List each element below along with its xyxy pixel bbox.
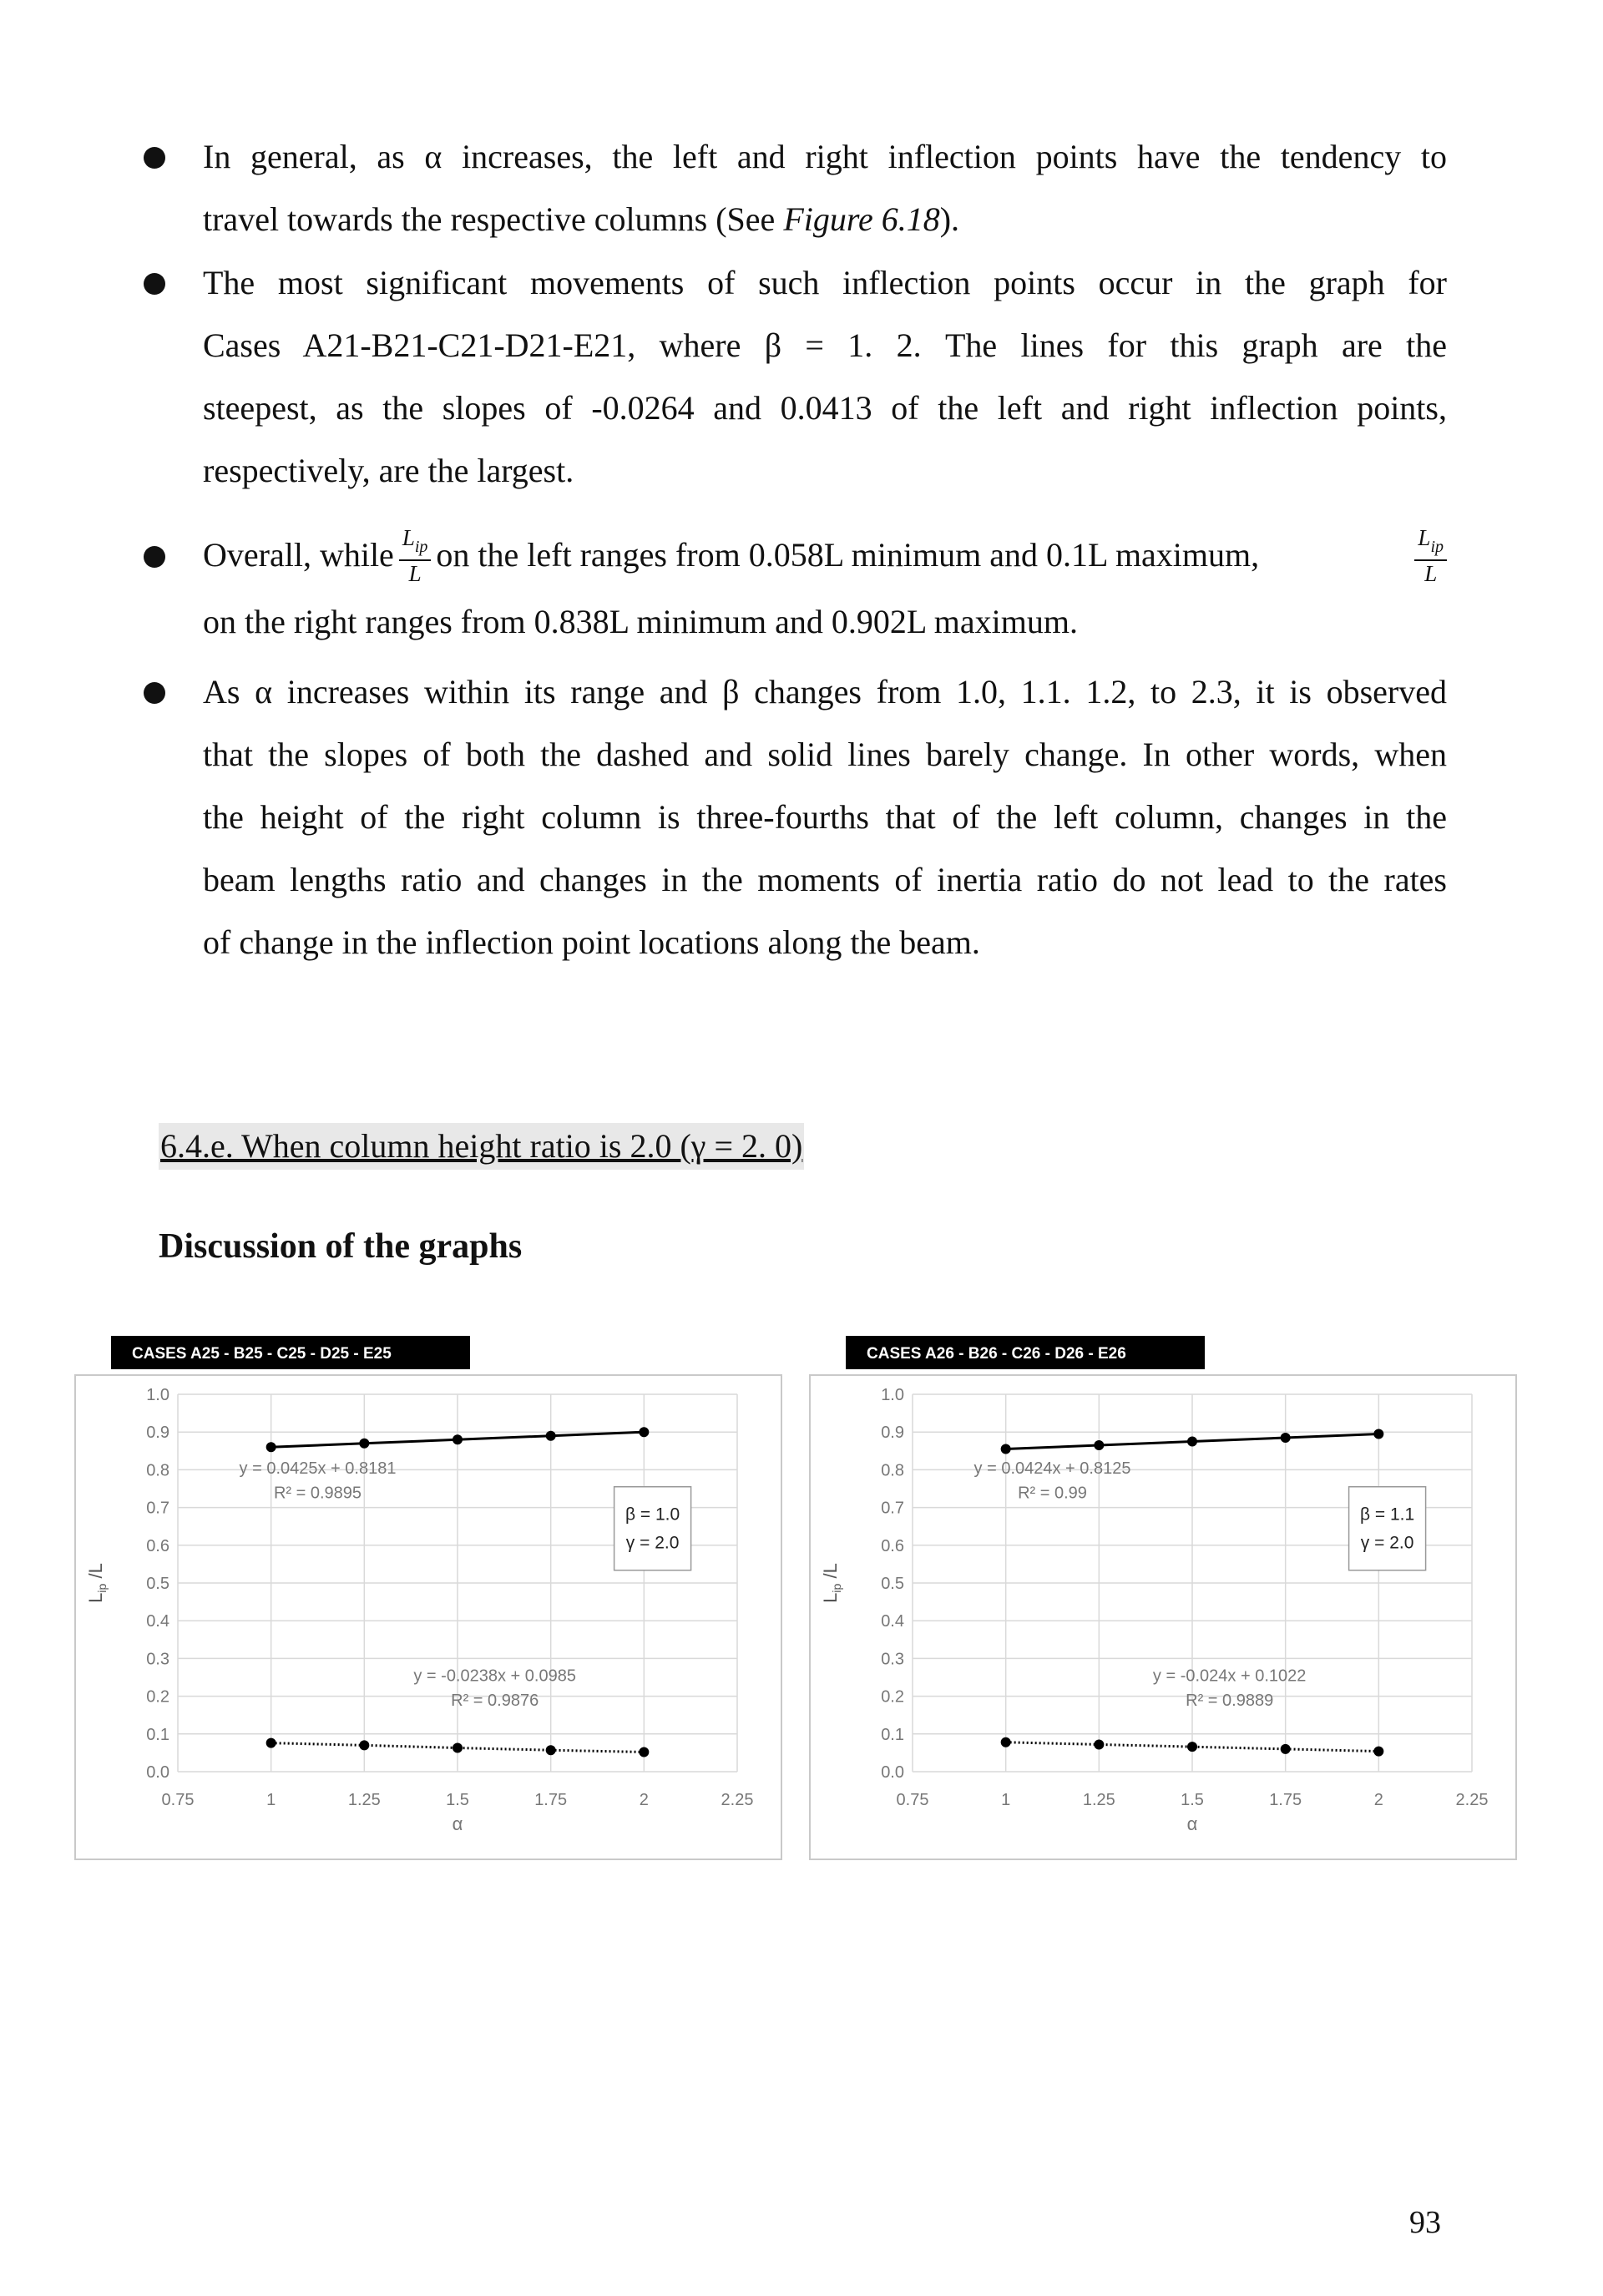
- data-point: [453, 1743, 463, 1753]
- text-line: steepest, as the slopes of -0.0264 and 0.0413 of the left and right inflection points,: [203, 389, 1447, 427]
- x-tick-label: 0.75: [161, 1791, 195, 1809]
- y-tick-label: 0.7: [146, 1499, 169, 1518]
- text-line: Overall, while $\frac{L_{ip}}{L}$ on the left ranges from 0.058L minimum and 0.1L maximum, $\frac{L_{ip}}{L}$: [203, 518, 1447, 593]
- y-tick-label: 0.0: [881, 1763, 904, 1782]
- data-point: [1281, 1433, 1291, 1443]
- text-line: of change in the inflection point locations along the beam.: [203, 923, 980, 961]
- y-tick-label: 0.6: [881, 1536, 904, 1555]
- x-tick-label: 1.75: [534, 1791, 568, 1809]
- y-tick-label: 0.2: [881, 1687, 904, 1707]
- text-line: As α increases within its range and β changes from 1.0, 1.1. 1.2, to 2.3, it is observed: [203, 673, 1447, 711]
- trendline-r-squared: R² = 0.9876: [451, 1691, 539, 1710]
- data-point: [1094, 1440, 1104, 1450]
- y-tick-label: 0.6: [146, 1536, 169, 1555]
- data-point: [639, 1427, 649, 1437]
- legend-box: [614, 1487, 691, 1570]
- bullet-marker: [144, 682, 165, 704]
- y-tick-label: 0.8: [881, 1461, 904, 1480]
- y-tick-label: 0.5: [146, 1575, 169, 1593]
- x-axis-label: α: [452, 1813, 463, 1834]
- y-tick-label: 0.9: [881, 1424, 904, 1443]
- text-line: travel towards the respective columns (See Figure 6.18).: [203, 200, 960, 238]
- x-tick-label: 0.75: [896, 1791, 929, 1809]
- y-tick-label: 0.4: [881, 1612, 904, 1631]
- x-tick-label: 1.25: [347, 1791, 381, 1809]
- trendline-equation: y = -0.024x + 0.1022: [1152, 1666, 1307, 1686]
- data-point: [1373, 1747, 1383, 1757]
- y-tick-label: 0.2: [146, 1687, 169, 1707]
- data-point: [1373, 1429, 1383, 1439]
- legend-beta: β = 1.1: [1359, 1505, 1415, 1525]
- text-line: In general, as α increases, the left and right inflection points have the tendency to: [203, 138, 1447, 175]
- trendline-equation: y = 0.0425x + 0.8181: [239, 1459, 397, 1478]
- y-tick-label: 0.1: [881, 1725, 904, 1744]
- chart-right: [808, 1336, 1518, 1862]
- x-tick-label: 1.75: [1269, 1791, 1302, 1809]
- chart-frame: [810, 1375, 1516, 1859]
- text-line: that the slopes of both the dashed and solid lines barely change. In other words, when: [203, 736, 1447, 773]
- bullet-marker: [144, 147, 165, 169]
- legend-gamma: γ = 2.0: [625, 1533, 680, 1553]
- x-tick-label: 1: [266, 1791, 276, 1809]
- fraction-lip-over-l: $\frac{L_{ip}}{L}$: [399, 525, 432, 586]
- data-point: [359, 1439, 369, 1449]
- data-point: [1281, 1744, 1291, 1754]
- x-tick-label: 1.5: [1181, 1791, 1204, 1809]
- trendline-equation: y = -0.0238x + 0.0985: [413, 1666, 576, 1686]
- data-point: [266, 1738, 276, 1748]
- data-point: [359, 1740, 369, 1750]
- data-point: [1094, 1739, 1104, 1749]
- y-axis-label: $L_{ip}$ /L: [85, 1563, 109, 1603]
- page-number: 93: [1409, 2205, 1441, 2240]
- x-tick-label: 2: [1373, 1791, 1383, 1809]
- y-tick-label: 0.0: [146, 1763, 169, 1782]
- legend-box: [1349, 1487, 1426, 1570]
- section-heading: 6.4.e. When column height ratio is 2.0 (γ = 2. 0): [159, 1123, 804, 1170]
- bullet-paragraph-1: [203, 125, 1447, 250]
- data-point: [1001, 1444, 1011, 1454]
- text-line: Cases A21-B21-C21-D21-E21, where β = 1. 2. The lines for this graph are the: [203, 326, 1447, 364]
- x-tick-label: 2: [639, 1791, 649, 1809]
- x-tick-label: 2.25: [721, 1791, 754, 1809]
- y-tick-label: 1.0: [146, 1386, 169, 1404]
- data-point: [1187, 1437, 1197, 1447]
- y-tick-label: 0.4: [146, 1612, 169, 1631]
- x-tick-label: 1.5: [446, 1791, 469, 1809]
- data-point: [546, 1745, 556, 1755]
- trendline-r-squared: R² = 0.9889: [1186, 1691, 1274, 1710]
- x-tick-label: 1: [1001, 1791, 1011, 1809]
- bullet-paragraph-3: [203, 518, 1447, 653]
- text-line: the height of the right column is three-fourths that of the left column, changes in the: [203, 798, 1447, 836]
- data-point: [639, 1747, 649, 1757]
- x-axis-label: α: [1186, 1813, 1198, 1834]
- x-tick-label: 2.25: [1455, 1791, 1489, 1809]
- chart-title: CASES A25 - B25 - C25 - D25 - E25: [132, 1345, 392, 1363]
- chart-title: CASES A26 - B26 - C26 - D26 - E26: [867, 1345, 1126, 1363]
- chart-svg: [808, 1336, 1518, 1862]
- bullet-paragraph-2: [203, 251, 1447, 502]
- chart-left: [73, 1336, 783, 1862]
- text-line: respectively, are the largest.: [203, 452, 574, 489]
- legend-beta: β = 1.0: [625, 1505, 680, 1525]
- text-line: on the right ranges from 0.838L minimum and 0.902L maximum.: [203, 603, 1078, 640]
- y-tick-label: 0.1: [146, 1725, 169, 1744]
- y-tick-label: 0.3: [146, 1650, 169, 1669]
- x-tick-label: 1.25: [1082, 1791, 1115, 1809]
- data-point: [453, 1434, 463, 1444]
- chart-svg: [73, 1336, 783, 1862]
- text-line: beam lengths ratio and changes in the moments of inertia ratio do not lead to the rates: [203, 861, 1447, 898]
- y-tick-label: 1.0: [881, 1386, 904, 1404]
- y-tick-label: 0.7: [881, 1499, 904, 1518]
- text-line: The most significant movements of such inflection points occur in the graph for: [203, 264, 1447, 301]
- y-axis-label: $L_{ip}$ /L: [820, 1563, 843, 1603]
- fraction-lip-over-l: $\frac{L_{ip}}{L}$: [1414, 525, 1447, 586]
- trendline-r-squared: R² = 0.99: [1018, 1484, 1087, 1503]
- y-tick-label: 0.3: [881, 1650, 904, 1669]
- y-tick-label: 0.8: [146, 1461, 169, 1480]
- data-point: [546, 1431, 556, 1441]
- y-tick-label: 0.5: [881, 1575, 904, 1593]
- bullet-paragraph-4: [203, 660, 1447, 974]
- trendline-equation: y = 0.0424x + 0.8125: [973, 1459, 1131, 1478]
- bullet-marker: [144, 273, 165, 295]
- data-point: [1001, 1737, 1011, 1747]
- figure-reference: Figure 6.18: [783, 200, 940, 238]
- bullet-marker: [144, 546, 165, 568]
- legend-gamma: γ = 2.0: [1360, 1533, 1414, 1553]
- data-point: [266, 1442, 276, 1452]
- sub-heading: Discussion of the graphs: [159, 1227, 523, 1266]
- chart-frame: [75, 1375, 781, 1859]
- y-tick-label: 0.9: [146, 1424, 169, 1443]
- data-point: [1187, 1742, 1197, 1752]
- trendline-r-squared: R² = 0.9895: [273, 1484, 362, 1503]
